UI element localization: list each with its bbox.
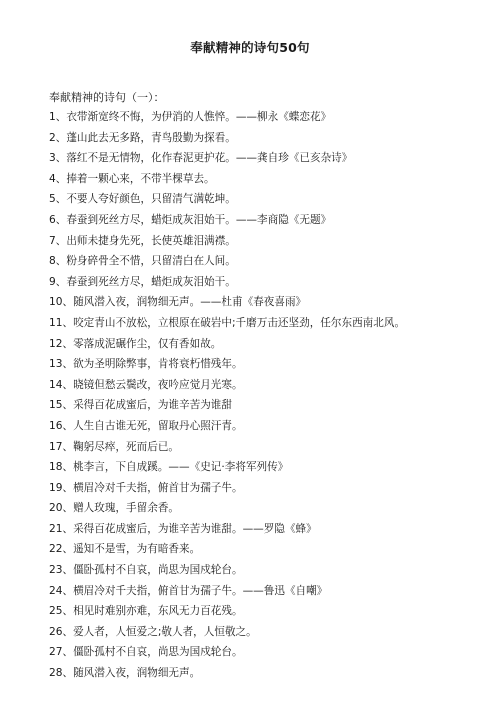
section-heading: 奉献精神的诗句（一）： xyxy=(49,91,165,104)
poem-line: 14、晓镜但愁云鬓改，夜吟应觉月光寒。 xyxy=(49,378,243,391)
poem-line: 6、春蚕到死丝方尽，蜡炬成灰泪始干。——李商隐《无题》 xyxy=(49,213,332,226)
poem-line: 16、人生自古谁无死，留取丹心照汗青。 xyxy=(49,419,243,432)
poem-line-list xyxy=(49,107,489,684)
document-title: 奉献精神的诗句50句 xyxy=(190,40,310,55)
poem-line: 11、咬定青山不放松，立根原在破岩中;千磨万击还坚劲，任尔东西南北风。 xyxy=(49,316,406,329)
poem-line: 17、鞠躬尽瘁，死而后已。 xyxy=(49,440,180,453)
poem-line: 8、粉身碎骨全不惜，只留清白在人间。 xyxy=(49,255,236,268)
poem-line: 18、桃李言，下自成蹊。——《史记·李将军列传》 xyxy=(49,461,289,474)
poem-line: 5、不要人夸好颜色，只留清气满乾坤。 xyxy=(49,193,236,206)
poem-line: 7、出师未捷身先死，长使英雄泪满襟。 xyxy=(49,234,236,247)
poem-line: 15、采得百花成蜜后，为谁辛苦为谁甜 xyxy=(49,399,232,412)
poem-line: 27、僵卧孤村不自哀，尚思为国戍轮台。 xyxy=(49,646,243,659)
poem-line: 9、春蚕到死丝方尽，蜡炬成灰泪始干。 xyxy=(49,275,236,288)
poem-line: 26、爱人者，人恒爱之;敬人者，人恒敬之。 xyxy=(49,625,257,638)
poem-line: 24、横眉冷对千夫指，俯首甘为孺子牛。——鲁迅《自嘲》 xyxy=(49,584,328,597)
poem-line: 23、僵卧孤村不自哀，尚思为国戍轮台。 xyxy=(49,564,243,577)
poem-line: 25、相见时难别亦难，东风无力百花残。 xyxy=(49,605,243,618)
poem-line: 28、随风潜入夜，润物细无声。 xyxy=(49,667,201,680)
poem-line: 2、蓬山此去无多路，青鸟殷勤为探看。 xyxy=(49,131,236,144)
poem-line: 13、欲为圣明除弊事，肯将衰朽惜残年。 xyxy=(49,358,243,371)
poem-line: 12、零落成泥碾作尘，仅有香如故。 xyxy=(49,337,222,350)
poem-line: 4、捧着一颗心来，不带半棵草去。 xyxy=(49,172,215,185)
poem-line: 19、横眉冷对千夫指，俯首甘为孺子牛。 xyxy=(49,481,243,494)
poem-line: 1、衣带渐宽终不悔，为伊消的人憔悴。——柳永《蝶恋花》 xyxy=(49,111,332,123)
poem-line: 3、落红不是无情物，化作春泥更护花。——龚自珍《已亥杂诗》 xyxy=(49,152,353,165)
poem-line: 22、遥知不是雪，为有暗香来。 xyxy=(49,543,201,556)
poem-line: 10、随风潜入夜，润物细无声。——杜甫《春夜喜雨》 xyxy=(49,296,307,309)
poem-line: 21、采得百花成蜜后，为谁辛苦为谁甜。——罗隐《蜂》 xyxy=(49,522,317,535)
poem-line: 20、赠人玫瑰，手留余香。 xyxy=(49,502,180,515)
